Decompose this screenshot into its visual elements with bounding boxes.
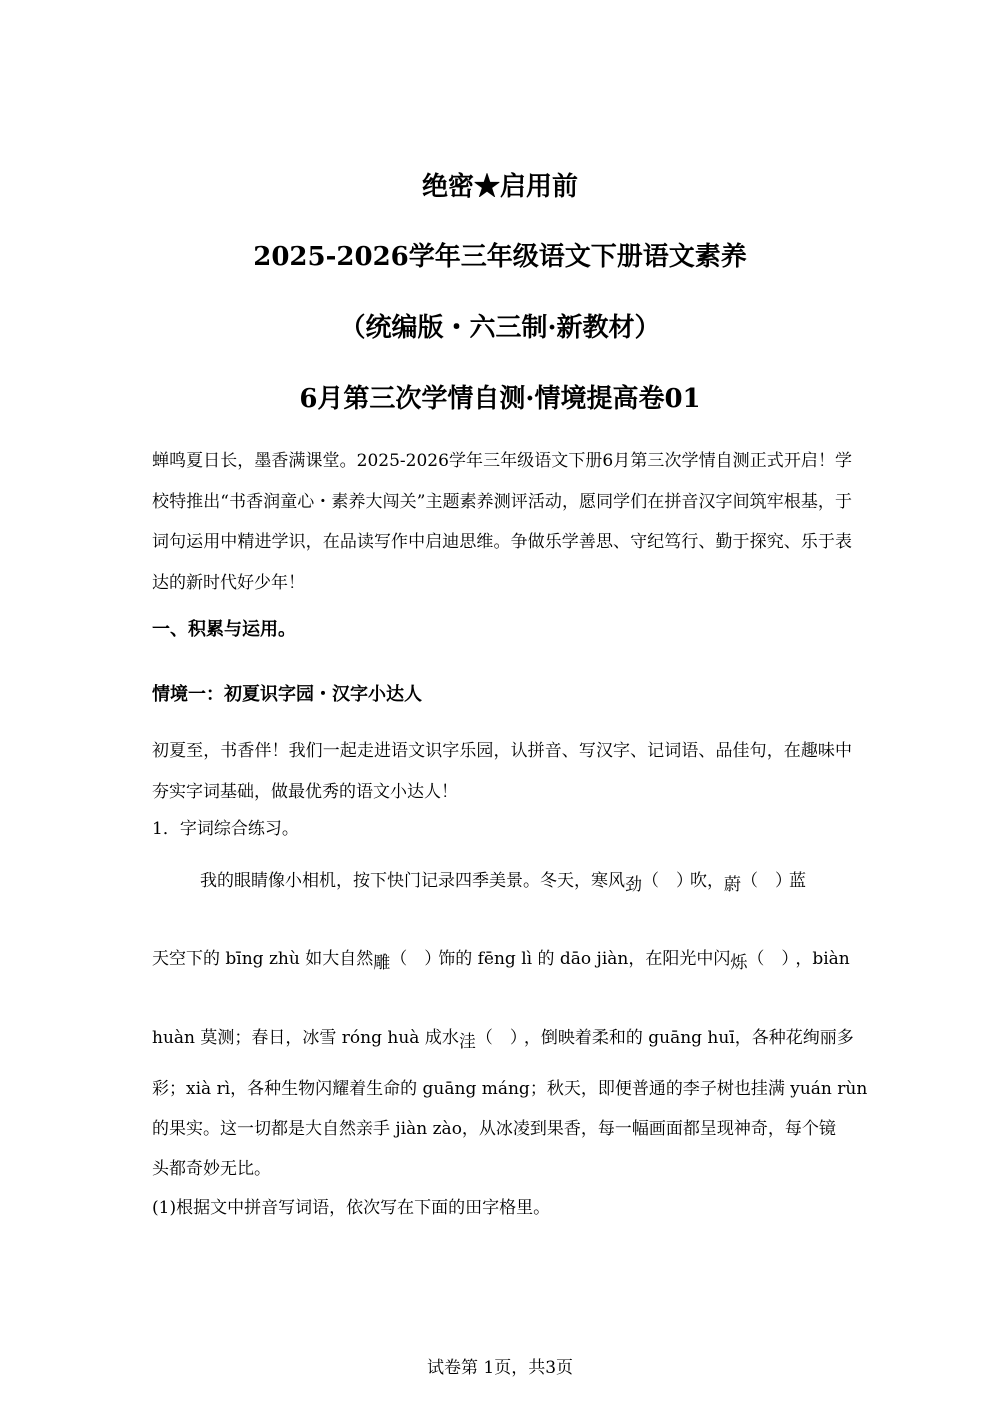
passage-text: 吹， <box>690 871 724 891</box>
passage-text: ，倒映着柔和的 guāng huī，各种花绚丽多 <box>523 1028 854 1048</box>
answer-blank[interactable]: （ ） <box>741 871 792 891</box>
passage-text: 我的眼睛像小相机，按下快门记录四季美景。冬天，寒风 <box>200 871 625 891</box>
exam-subtitle: （统编版・六三制·新教材） <box>339 313 661 343</box>
exam-name: 6月第三次学情自测·情境提高卷01 <box>299 384 701 414</box>
passage-line <box>152 869 852 893</box>
passage-text: ，biàn <box>795 949 850 969</box>
question-label: 1．字词综合练习。 <box>152 819 299 839</box>
passage-text: 饰的 fēng lì 的 dāo jiàn，在阳光中闪 <box>438 949 731 969</box>
passage-line <box>152 1026 852 1050</box>
secret-mark: 绝密★启用前 <box>421 172 578 202</box>
answer-blank[interactable]: （ ） <box>475 1028 527 1048</box>
subquestion-label: (1)根据文中拼音写词语，依次写在下面的田字格里。 <box>152 1198 551 1218</box>
answer-blank[interactable]: （ ） <box>642 871 693 891</box>
exam-title: 2025-2026学年三年级语文下册语文素养 <box>253 242 747 272</box>
answer-blank[interactable]: （ ） <box>747 949 799 969</box>
page-footer: 试卷第 1页，共3页 <box>426 1358 574 1378</box>
passage-line <box>152 947 852 971</box>
passage-line: 的果实。这一切都是大自然亲手 jiàn zào，从冰凌到果香，每一幅画面都呈现神奇，每个镜 <box>152 1119 836 1139</box>
answer-blank[interactable]: （ ） <box>390 949 442 969</box>
section-heading: 一、积累与运用。 <box>152 619 296 640</box>
passage-text: 蓝 <box>789 871 806 891</box>
marked-character: 劲 <box>625 875 642 895</box>
situation-intro: 初夏至，书香伴！我们一起走进语文识字乐园，认拼音、写汉字、记词语、品佳句，在趣味中夯实字词基础，做最优秀的语文小达人！ <box>152 741 852 802</box>
marked-character: 雕 <box>373 953 391 973</box>
passage-line: 彩；xià rì，各种生物闪耀着生命的 guāng máng；秋天，即便普通的李子树也挂满 yuán rùn <box>152 1079 868 1099</box>
passage-text: 天空下的 bīng zhù 如大自然 <box>152 949 374 969</box>
intro-paragraph: 蝉鸣夏日长，墨香满课堂。2025-2026学年三年级语文下册6月第三次学情自测正式开启！学校特推出“书香润童心・素养大闯关”主题素养测评活动，愿同学们在拼音汉字间筑牢根基，于词句运用中精进学识，在品读写作中启迪思维。争做乐学善思、守纪笃行、勤于探究、乐于表达的新时代好少年！ <box>152 451 852 593</box>
situation-heading: 情境一：初夏识字园・汉字小达人 <box>152 684 422 705</box>
marked-character: 洼 <box>458 1032 476 1052</box>
marked-character: 蔚 <box>724 875 741 895</box>
passage-line: 头都奇妙无比。 <box>152 1159 271 1179</box>
passage-text: huàn 莫测；春日，冰雪 róng huà 成水 <box>152 1028 459 1048</box>
marked-character: 烁 <box>730 953 748 973</box>
